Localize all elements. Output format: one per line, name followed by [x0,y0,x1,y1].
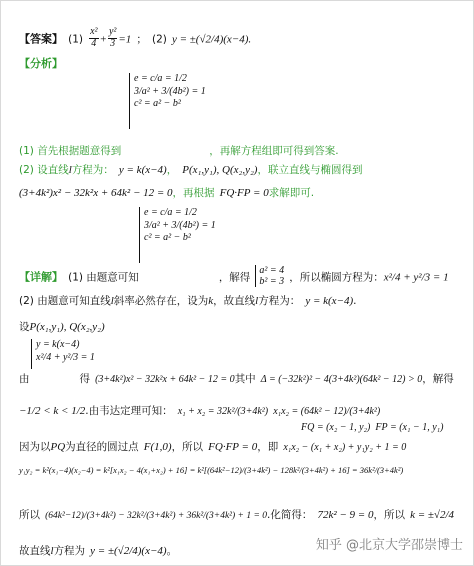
detail-vectors: FQ = (x₂ − 1, y₂) FP = (x₁ − 1, y₁) [301,422,444,433]
answer-line: 【答案】 (1) $\frac{\text{x²}}{4}$ + $\frac{\text{y²}}{3}$ =1 ； (2) y = ±(√2/4)(x−4). [19,26,252,49]
detail-vieta: −1/2 < k < 1/2.由韦达定理可知： x₁ + x₂ = 32k²/(3+4k²) x₁x₂ = (64k² − 12)/(3+4k²) [19,405,381,417]
detail-circle: 因为以PQ为直径的圆过点 F(1,0)，所以 FQ·FP = 0，即 x₁x₂ − (x₁ + x₂) + y₁y₂ + 1 = 0 [19,441,407,453]
answer-part2-label: (2) [152,33,167,46]
analysis-step2: (2) 设直线l方程为： y = k(x−4)， P(x₁,y₁), Q(x₂,y₂)，联立直线与椭圆得到 [19,164,363,176]
detail-system: e = c/a = 1/2 3/a² + 3/(4b²) = 1 c² = a² − b² [139,207,216,263]
detail-quadratic: 由 得 (3+4k²)x² − 32k²x + 64k² − 12 = 0其中 Δ = (−32k²)² − 4(3+4k²)(64k² − 12) > 0，解得 [19,373,454,385]
detail-part1: 【详解】 (1) 由题意可知 ，解得 a² = 4 b² = 3 ，所以椭圆方程为：x²/4 + y²/3 = 1 [19,265,449,287]
detail-final: 故直线l方程为 y = ±(√2/4)(x−4)。 [19,545,178,557]
detail-sum: 所以 (64k²−12)/(3+4k²) − 32k²/(3+4k²) + 36k²/(3+4k²) + 1 = 0.化简得： 72k² − 9 = 0，所以 k = ±√2/4 [19,509,454,521]
analysis-step1: (1) 首先根据题意得到 ，再解方程组即可得到答案. [19,145,339,157]
analysis-step2-cont: (3+4k²)x² − 32k²x + 64k² − 12 = 0，再根据 FQ·FP = 0求解即可. [19,187,315,199]
answer-eq1: $\frac{\text{x²}}{4}$ [90,26,98,49]
watermark: 知乎 @北京大学邵崇博士 [315,538,463,553]
detail-set-points: 设P(x₁,y₁), Q(x₂,y₂) [19,321,105,333]
answer-part1-label: (1) [68,33,83,46]
detail-part2: (2) 由题意可知直线l斜率必然存在，设为k，故直线l方程为： y = k(x−4). [19,295,357,307]
detail-solution: a² = 4 b² = 3 [255,265,284,287]
analysis-system: e = c/a = 1/2 3/a² + 3/(4b²) = 1 c² = a² − b² [129,73,206,129]
detail-system2: y = k(x−4) x²/4 + y²/3 = 1 [31,339,95,369]
detail-y1y2: y₁y₂ = k²(x₁−4)(x₂−4) = k²[x₁x₂ − 4(x₁+x₂) + 16] = k²[(64k²−12)/(3+4k²) − 128k²/(3+4k²) + 16] = 36k²/(3+4k²) [19,465,404,475]
analysis-tag: 【分析】 [19,57,63,70]
detail-tag: 【详解】 [19,270,63,284]
answer-tag: 【答案】 [19,32,63,46]
answer-eq2: y = ±(√2/4)(x−4) [171,33,249,46]
